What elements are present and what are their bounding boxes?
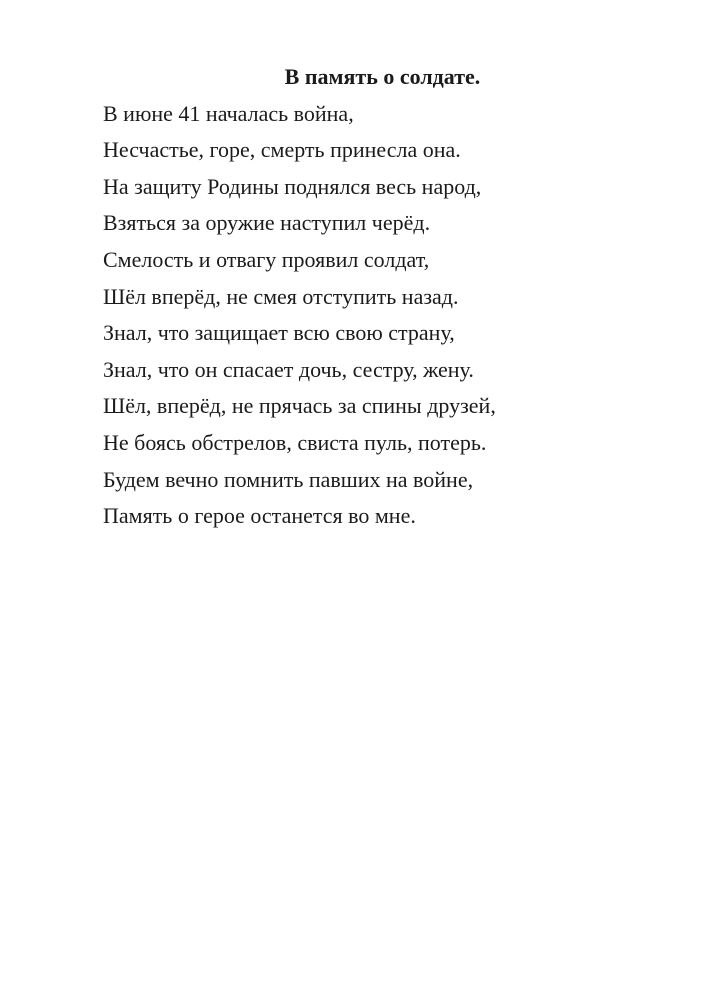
poem-line: Несчастье, горе, смерть принесла она. xyxy=(103,137,461,163)
poem-line: Взяться за оружие наступил черёд. xyxy=(103,210,431,236)
poem-title: В память о солдате. xyxy=(284,64,481,89)
poem-line: Знал, что защищает всю свою страну, xyxy=(103,320,455,346)
poem-line: На защиту Родины поднялся весь народ, xyxy=(103,173,482,199)
poem-line: Смелость и отвагу проявил солдат, xyxy=(103,246,430,272)
poem-line: Знал, что он спасает дочь, сестру, жену. xyxy=(103,356,474,382)
poem-line: Память о герое останется во мне. xyxy=(103,503,416,529)
poem-body xyxy=(103,96,612,535)
poem-line: Шёл, вперёд, не прячась за спины друзей, xyxy=(103,393,496,419)
poem-line: В июне 41 началась война, xyxy=(103,100,354,126)
poem-line: Не боясь обстрелов, свиста пуль, потерь. xyxy=(103,429,487,455)
poem-line: Шёл вперёд, не смея отступить назад. xyxy=(103,283,459,309)
poem-line: Будем вечно помнить павших на войне, xyxy=(103,466,474,492)
